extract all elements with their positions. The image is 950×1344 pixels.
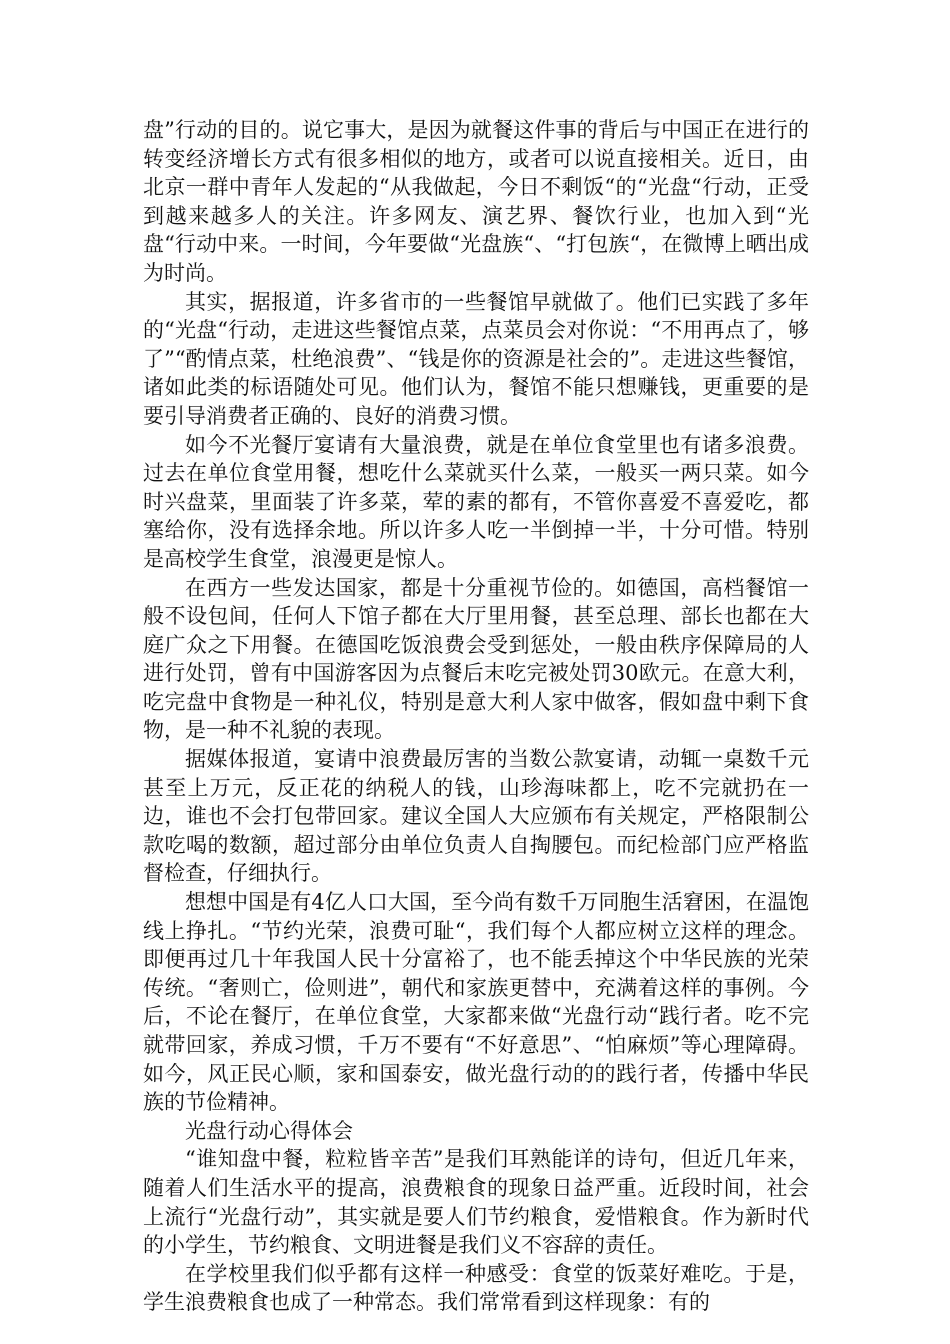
document-body — [143, 116, 809, 1317]
section-heading: 光盘行动心得体会 — [185, 1118, 353, 1143]
paragraph-7: “谁知盘中餐，粒粒皆辛苦”是我们耳熟能详的诗句，但近几年来，随着人们生活水平的提高，浪费粮食的现象日益严重。近段时间，社会上流行“光盘行动”，其实就是要人们节约粮食，爱惜粮食。作为新时代的小学生，节约粮食、文明进餐是我们义不容辞的责任。 — [143, 1147, 809, 1258]
paragraph-3: 如今不光餐厅宴请有大量浪费，就是在单位食堂里也有诸多浪费。过去在单位食堂用餐，想吃什么菜就买什么菜，一般买一两只菜。如今时兴盘菜，里面装了许多菜，荤的素的都有，不管你喜爱不喜爱吃，都塞给你，没有选择余地。所以许多人吃一半倒掉一半，十分可惜。特别是高校学生食堂，浪漫更是惊人。 — [143, 432, 809, 571]
paragraph-1: 盘”行动的目的。说它事大，是因为就餐这件事的背后与中国正在进行的转变经济增长方式有很多相似的地方，或者可以说直接相关。近日，由北京一群中青年人发起的“从我做起，今日不剩饭“的“光盘“行动，正受到越来越多人的关注。许多网友、演艺界、餐饮行业，也加入到“光盘“行动中来。一时间，今年要做“光盘族“、“打包族“，在微博上晒出成为时尚。 — [143, 118, 809, 285]
paragraph-2: 其实，据报道，许多省市的一些餐馆早就做了。他们已实践了多年的“光盘“行动，走进这些餐馆点菜，点菜员会对你说：“不用再点了，够了”“酌情点菜，杜绝浪费”、“钱是你的资源是社会的”。走进这些餐馆，诸如此类的标语随处可见。他们认为，餐馆不能只想赚钱，更重要的是要引导消费者正确的、良好的消费习惯。 — [143, 289, 809, 428]
paragraph-5: 据媒体报道，宴请中浪费最厉害的当数公款宴请，动辄一桌数千元甚至上万元，反正花的纳税人的钱，山珍海味都上，吃不完就扔在一边，谁也不会打包带回家。建议全国人大应颁布有关规定，严格限制公款吃喝的数额，超过部分由单位负责人自掏腰包。而纪检部门应严格监督检查，仔细执行。 — [143, 747, 809, 886]
paragraph-6: 想想中国是有4亿人口大国，至今尚有数千万同胞生活窘困，在温饱线上挣扎。“节约光荣，浪费可耻“，我们每个人都应树立这样的理念。即便再过几十年我国人民十分富裕了，也不能丢掉这个中华民族的光荣传统。“奢则亡，俭则进”，朝代和家族更替中，充满着这样的事例。今后，不论在餐厅，在单位食堂，大家都来做“光盘行动“践行者。吃不完就带回家，养成习惯，千万不要有“不好意思”、“怕麻烦”等心理障碍。如今，风正民心顺，家和国泰安，做光盘行动的的践行者，传播中华民族的节俭精神。 — [143, 890, 809, 1115]
paragraph-8: 在学校里我们似乎都有这样一种感受：食堂的饭菜好难吃。于是，学生浪费粮食也成了一种常态。我们常常看到这样现象：有的 — [143, 1261, 809, 1315]
paragraph-4: 在西方一些发达国家，都是十分重视节俭的。如德国，高档餐馆一般不设包间，任何人下馆子都在大厅里用餐，甚至总理、部长也都在大庭广众之下用餐。在德国吃饭浪费会受到惩处，一般由秩序保障局的人进行处罚，曾有中国游客因为点餐后末吃完被处罚30欧元。在意大利，吃完盘中食物是一种礼仪，特别是意大利人家中做客，假如盘中剩下食物，是一种不礼貌的表现。 — [143, 575, 809, 743]
